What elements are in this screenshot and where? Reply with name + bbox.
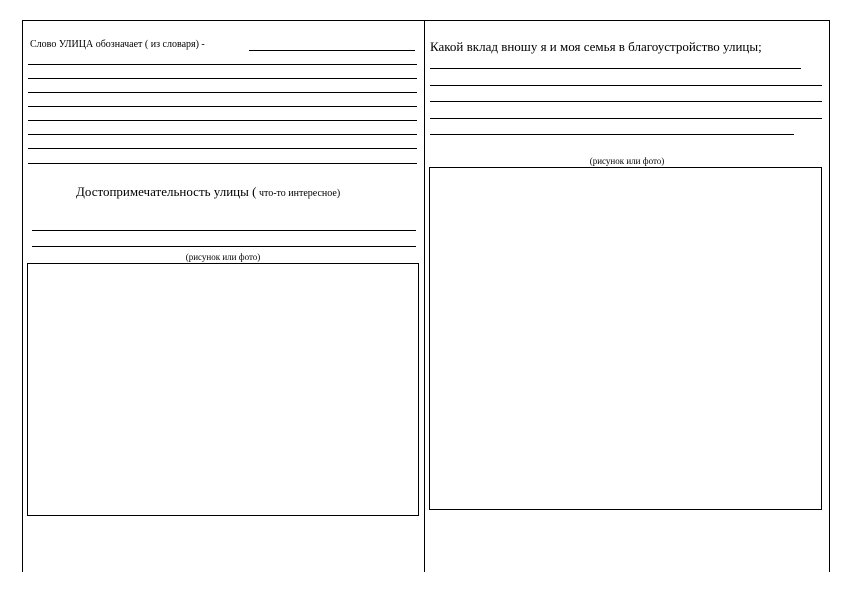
definition-answer-line-1[interactable] (249, 50, 415, 51)
definition-answer-line-9[interactable] (28, 163, 417, 164)
definition-answer-line-5[interactable] (28, 106, 417, 107)
left-border (22, 20, 23, 572)
top-border (22, 20, 830, 21)
definition-answer-line-8[interactable] (28, 148, 417, 149)
left-photo-frame[interactable] (27, 263, 419, 516)
definition-answer-line-3[interactable] (28, 78, 417, 79)
right-border (829, 20, 830, 572)
definition-answer-line-2[interactable] (28, 64, 417, 65)
right-photo-frame[interactable] (429, 167, 822, 510)
landmark-heading (76, 183, 340, 201)
right-photo-caption: (рисунок или фото) (589, 156, 665, 166)
contribution-answer-line-5[interactable] (430, 134, 794, 135)
landmark-title: Достопримечательность улицы ( (76, 184, 257, 199)
definition-answer-line-4[interactable] (28, 92, 417, 93)
landmark-answer-line-2[interactable] (32, 246, 416, 247)
left-photo-caption: (рисунок или фото) (185, 252, 261, 262)
contribution-answer-line-2[interactable] (430, 85, 822, 86)
definition-answer-line-7[interactable] (28, 134, 417, 135)
contribution-answer-line-1[interactable] (430, 68, 801, 69)
center-divider (424, 20, 425, 572)
contribution-answer-line-3[interactable] (430, 101, 822, 102)
word-definition-prompt: Слово УЛИЦА обозначает ( из словаря) - (30, 39, 205, 50)
definition-answer-line-6[interactable] (28, 120, 417, 121)
contribution-answer-line-4[interactable] (430, 118, 822, 119)
landmark-note: что-то интересное) (256, 188, 341, 199)
contribution-prompt: Какой вклад вношу я и моя семья в благоустройство улицы; (430, 39, 762, 54)
landmark-answer-line-1[interactable] (32, 230, 416, 231)
